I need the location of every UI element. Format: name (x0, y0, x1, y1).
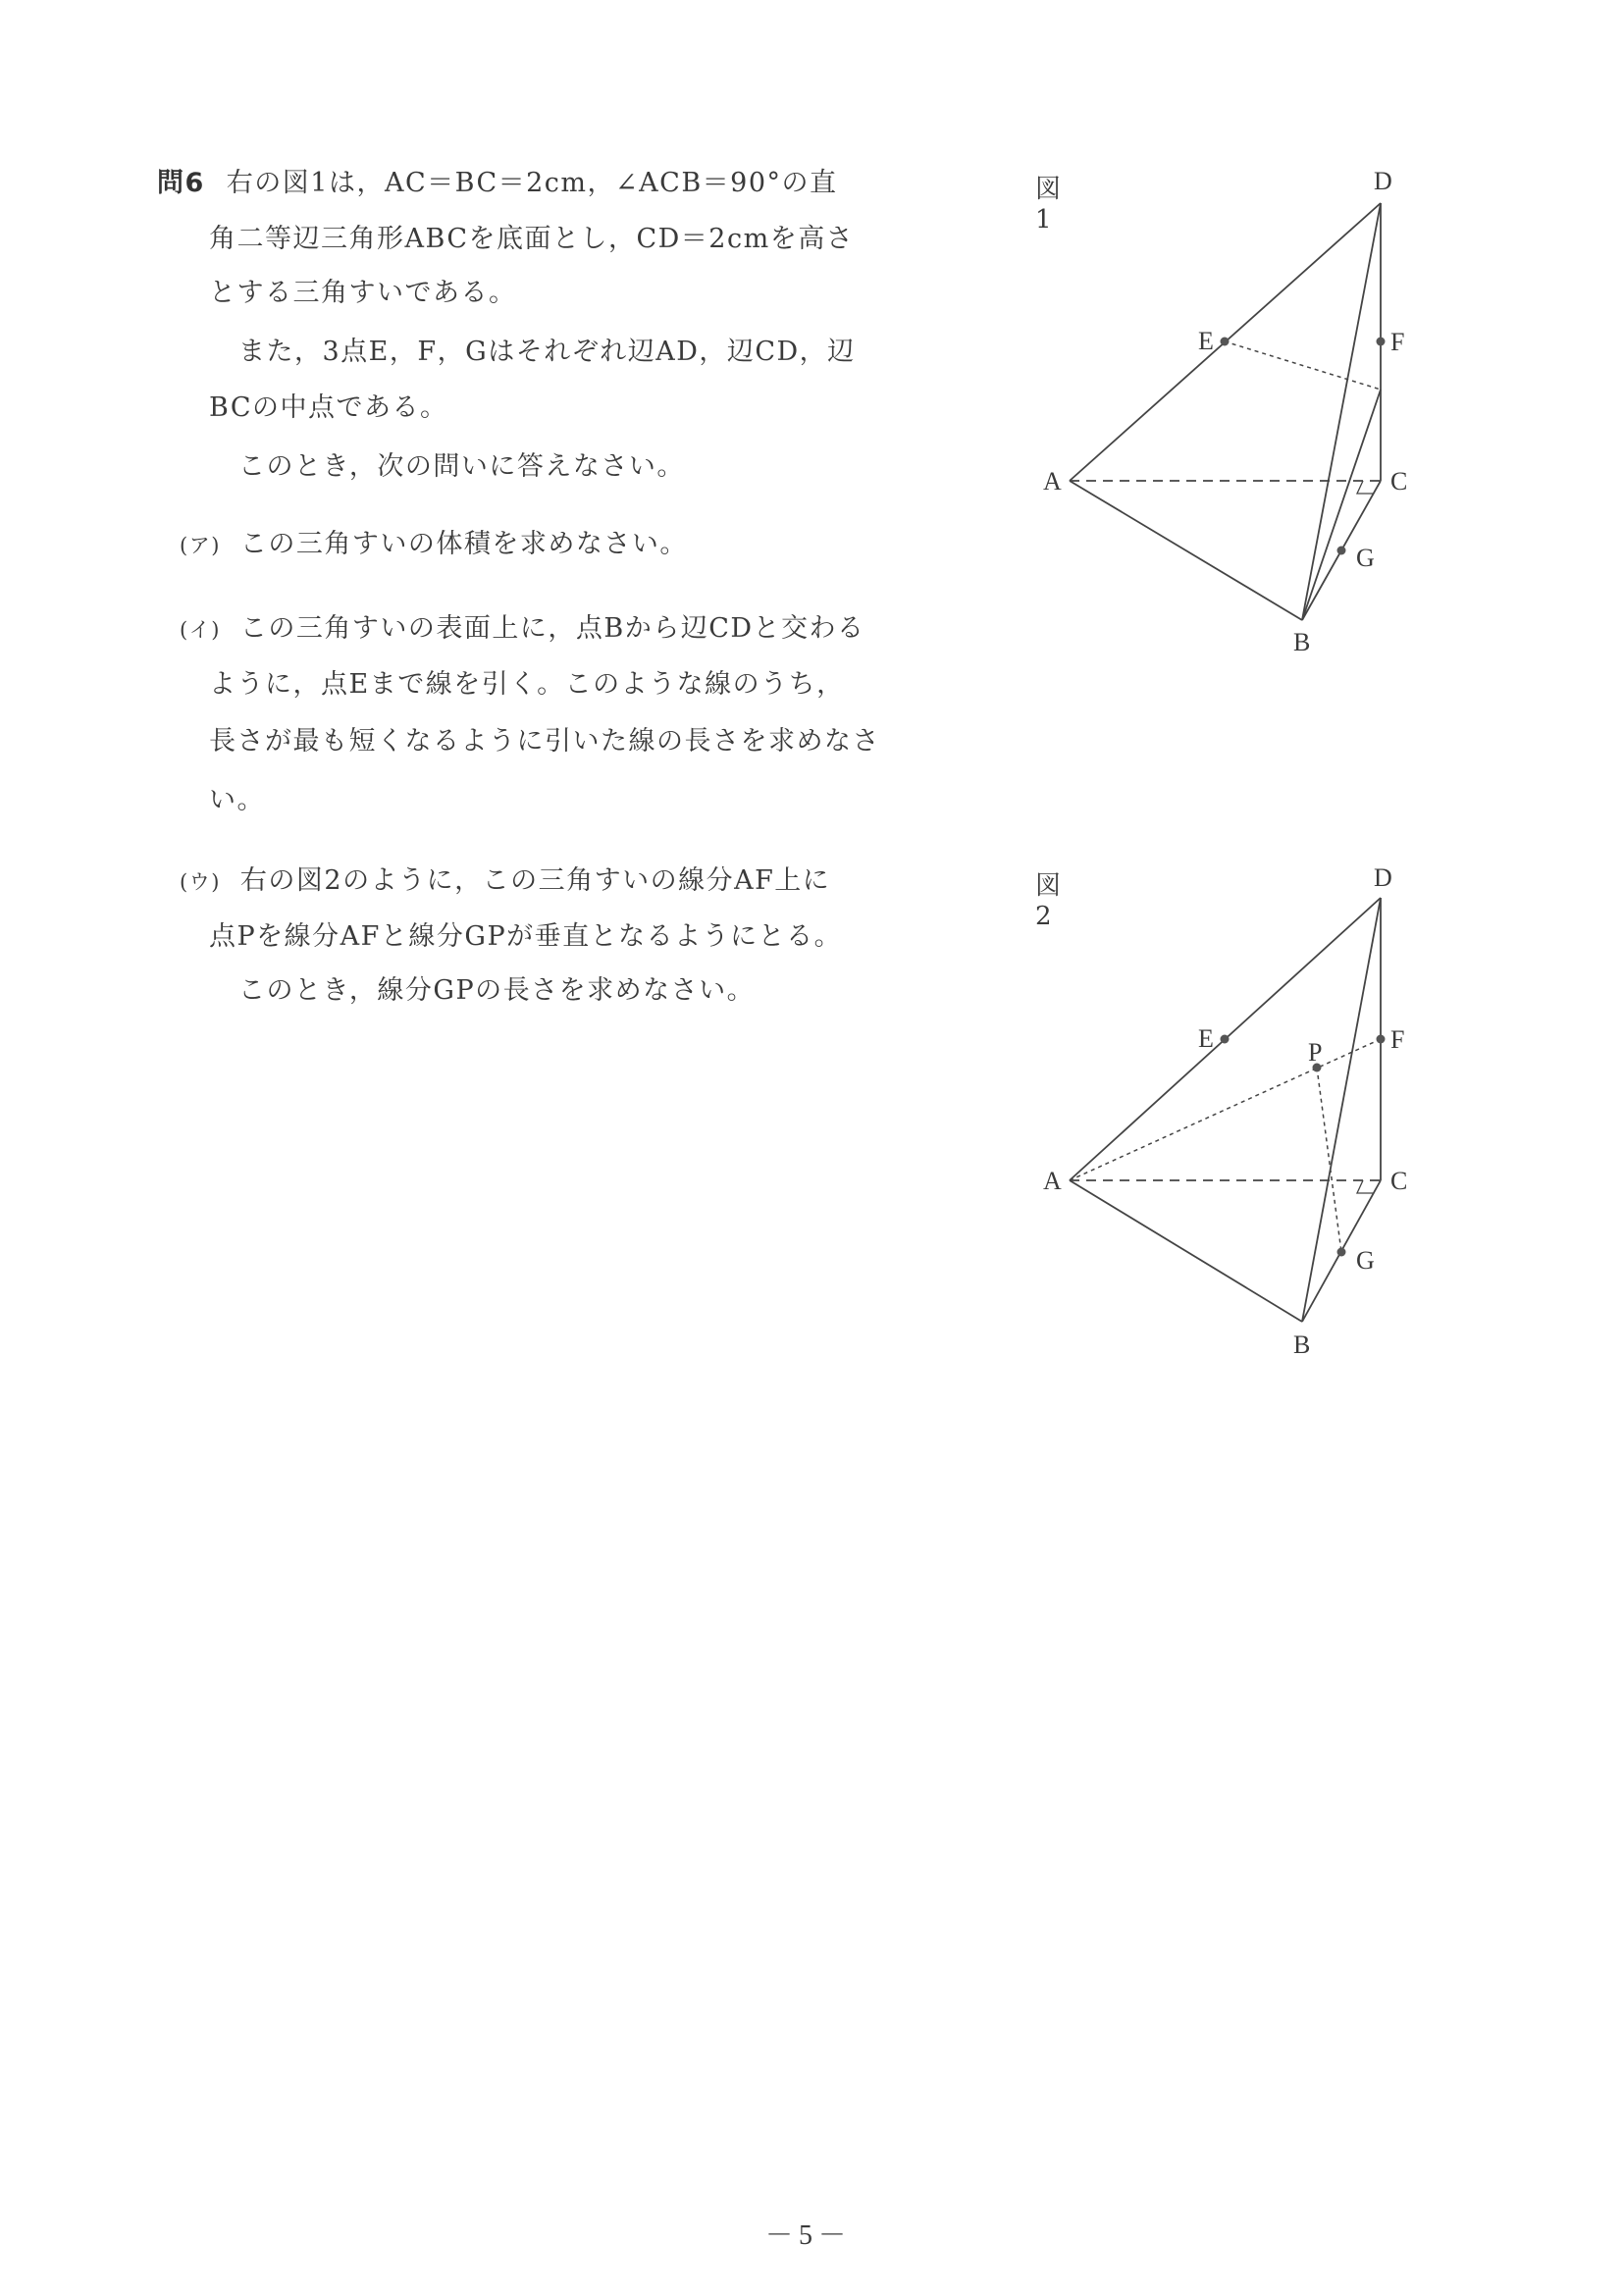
intro-line-3: とする三角すいである。 (209, 278, 517, 308)
page-number: －5－ (765, 2220, 853, 2251)
label-g: G (1356, 544, 1375, 572)
label-a: A (1043, 467, 1062, 496)
label-e: E (1198, 327, 1214, 355)
intro-line-4: また，3点E，F，Gはそれぞれ辺AD，辺CD，辺 (238, 337, 856, 367)
label-c: C (1390, 467, 1408, 496)
part-b-line-3: 長さが最も短くなるように引いた線の長さを求めなさ (209, 726, 880, 757)
label-c: C (1390, 1167, 1408, 1195)
part-c-line-2: 点Pを線分AFと線分GPが垂直となるようにとる。 (209, 921, 843, 952)
label-d: D (1374, 863, 1392, 892)
intro-line-6: このとき，次の問いに答えなさい。 (238, 451, 685, 482)
intro-text: 右の図1は，AC＝BC＝2cm，∠ACB＝90°の直 (226, 168, 838, 198)
part-c-text-1: 右の図2のように，この三角すいの線分AF上に (239, 865, 831, 896)
point-e-marker (1221, 1035, 1230, 1044)
part-b-text-1: この三角すいの表面上に，点Bから辺CDと交わる (239, 613, 865, 644)
question-number: 問6 (157, 168, 205, 198)
part-b-line-2: ように，点Eまで線を引く。このような線のうち， (209, 669, 845, 700)
point-g-marker (1337, 1248, 1346, 1257)
label-b: B (1293, 1331, 1311, 1359)
label-e: E (1198, 1024, 1214, 1053)
part-c-label: (ウ) (180, 870, 221, 894)
intro-line-2: 角二等辺三角形ABCを底面とし，CD＝2cmを高さ (209, 224, 855, 254)
point-f-marker (1377, 1035, 1386, 1044)
label-f: F (1390, 1025, 1405, 1054)
part-b-label: (イ) (180, 618, 221, 642)
label-b: B (1293, 628, 1311, 656)
figure-2-title: 図2 (1035, 871, 1068, 931)
label-f: F (1390, 328, 1405, 356)
label-g: G (1356, 1246, 1375, 1275)
figure-1-title: 図1 (1035, 175, 1068, 235)
intro-line-5: BCの中点である。 (209, 392, 448, 423)
label-d: D (1374, 167, 1392, 195)
part-a-label: (ア) (180, 534, 221, 557)
part-c-line-3: このとき，線分GPの長さを求めなさい。 (238, 975, 756, 1006)
label-p: P (1308, 1038, 1323, 1067)
label-a: A (1043, 1167, 1062, 1195)
part-b-line-4: い。 (209, 785, 265, 815)
part-a-text: この三角すいの体積を求めなさい。 (239, 529, 688, 559)
